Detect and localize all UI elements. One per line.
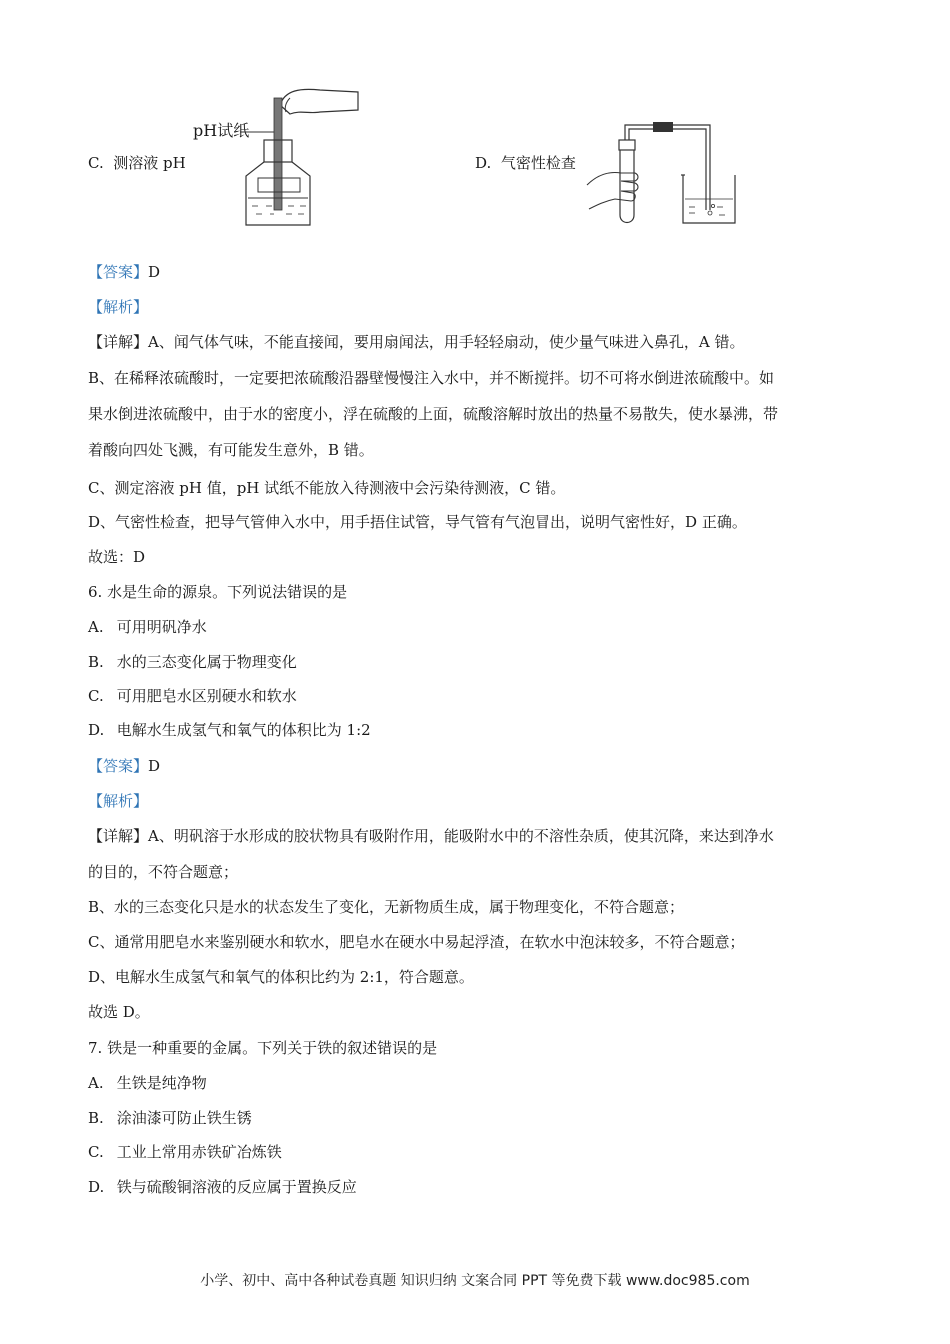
q5-analysis-tag: 【解析】 [88,298,149,316]
q7-option-a: A. 生铁是纯净物 [88,1074,207,1092]
q6-analysis-tag: 【解析】 [88,792,149,810]
q6-detail-line-2: B、水的三态变化只是水的状态发生了变化，无新物质生成，属于物理变化，不符合题意； [88,898,685,916]
q5-detail-line-4: C、测定溶液 pH 值，pH 试纸不能放入待测液中会污染待测液，C 错。 [88,479,566,497]
q6-detail-line-0: 【详解】A、明矾溶于水形成的胶状物具有吸附作用，能吸附水中的不溶性杂质，使其沉降，来达到净水 [88,827,774,845]
q6-option-c: C. 可用肥皂水区别硬水和软水 [88,687,297,705]
q5-detail-line-1: B、在稀释浓硫酸时，一定要把浓硫酸沿器壁慢慢注入水中，并不断搅拌。切不可将水倒进浓硫酸中。如 [88,369,775,387]
option-d-label: D. 气密性检查 [475,154,576,172]
q5-detail-line-5: D、气密性检查，把导气管伸入水中，用手捂住试管，导气管有气泡冒出，说明气密性好，D 正确。 [88,513,747,531]
q6-detail-line-3: C、通常用肥皂水来鉴别硬水和软水，肥皂水在硬水中易起浮渣，在软水中泡沫较多，不符合题意； [88,933,745,951]
ph-label: pH试纸 [193,121,250,140]
q6-conclusion: 故选 D。 [88,1003,150,1021]
airtightness-figure [585,115,740,230]
q6-detail-line-4: D、电解水生成氢气和氧气的体积比约为 2:1，符合题意。 [88,968,474,986]
q5-detail-line-3: 着酸向四处飞溅，有可能发生意外，B 错。 [88,441,374,459]
q5-detail-line-0: 【详解】A、闻气体气味，不能直接闻，要用扇闻法，用手轻轻扇动，使少量气味进入鼻孔，A 错。 [88,333,745,351]
ph-test-figure [240,80,360,230]
q6-option-b: B. 水的三态变化属于物理变化 [88,653,297,671]
q5-detail-line-2: 果水倒进浓硫酸中，由于水的密度小，浮在硫酸的上面，硫酸溶解时放出的热量不易散失，使水暴沸，带 [88,405,779,423]
q7-stem: 7. 铁是一种重要的金属。下列关于铁的叙述错误的是 [88,1039,438,1057]
q7-option-c: C. 工业上常用赤铁矿冶炼铁 [88,1143,282,1161]
page-footer: 小学、初中、高中各种试卷真题 知识归纳 文案合同 PPT 等免费下载 www.doc985.com [200,1273,750,1289]
q5-conclusion: 故选：D [88,548,146,566]
q6-answer: 【答案】D [88,757,161,775]
option-d-text: 气密性检查 [500,154,576,172]
q6-stem: 6. 水是生命的源泉。下列说法错误的是 [88,583,348,601]
q6-option-a: A. 可用明矾净水 [88,618,207,636]
option-c-label: C. 测溶液 pH [88,154,186,172]
q6-detail-line-1: 的目的，不符合题意； [88,863,239,881]
q5-answer: 【答案】D [88,263,161,281]
q6-option-d: D. 电解水生成氢气和氧气的体积比为 1:2 [88,721,371,739]
q7-option-d: D. 铁与硫酸铜溶液的反应属于置换反应 [88,1178,357,1196]
option-c-text: 测溶液 pH [113,154,186,172]
q7-option-b: B. 涂油漆可防止铁生锈 [88,1109,252,1127]
